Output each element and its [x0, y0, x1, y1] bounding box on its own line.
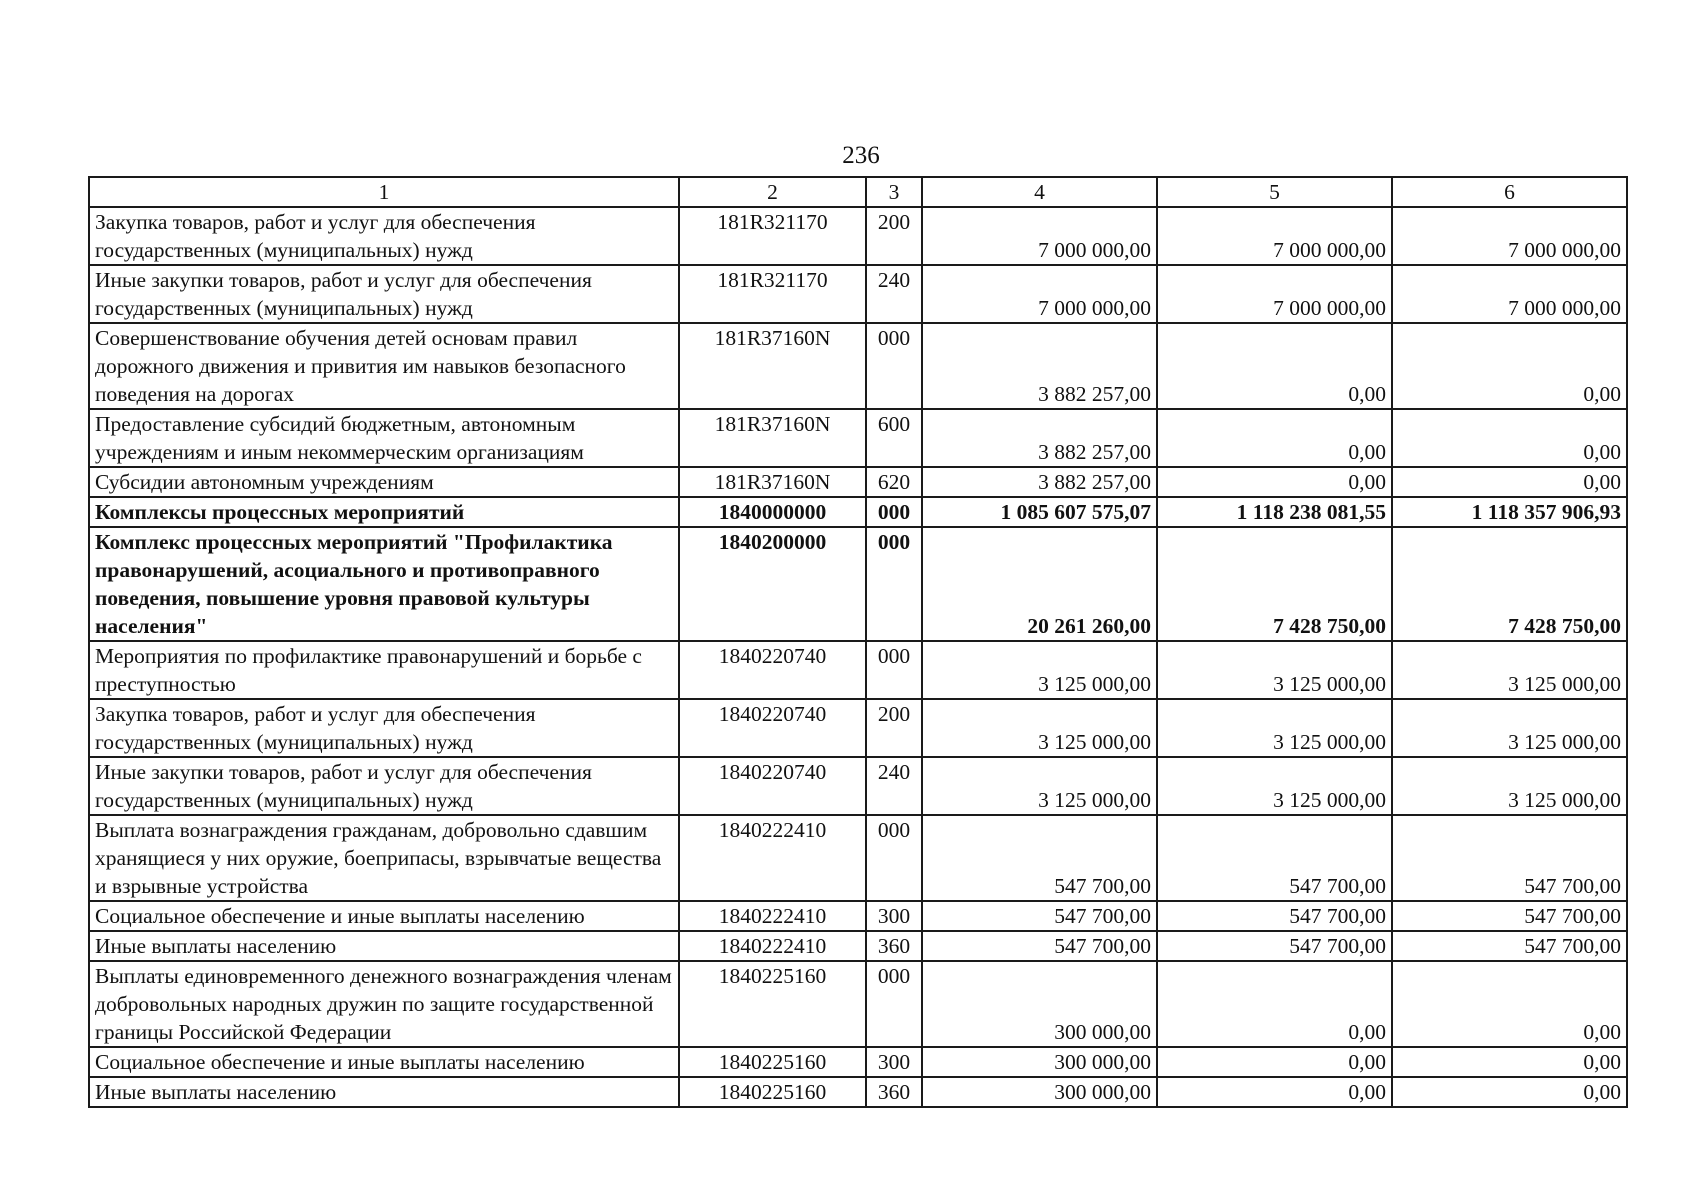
row-target-code: 1840225160: [679, 1047, 866, 1077]
row-amount-col4: 547 700,00: [922, 931, 1157, 961]
row-amount-col4: 300 000,00: [922, 1077, 1157, 1107]
row-expense-type: 200: [866, 699, 922, 757]
row-amount-col4: 3 882 257,00: [922, 323, 1157, 409]
column-number: 3: [866, 177, 922, 207]
row-name: Иные закупки товаров, работ и услуг для обеспечения государственных (муниципальных) нужд: [89, 265, 679, 323]
row-expense-type: 620: [866, 467, 922, 497]
table-row: [89, 641, 1627, 699]
row-amount-col4: 547 700,00: [922, 901, 1157, 931]
table-row: [89, 757, 1627, 815]
row-target-code: 1840220740: [679, 757, 866, 815]
row-target-code: 1840220740: [679, 641, 866, 699]
row-expense-type: 360: [866, 931, 922, 961]
row-target-code: 181R37160N: [679, 467, 866, 497]
row-target-code: 181R37160N: [679, 409, 866, 467]
table-row: [89, 699, 1627, 757]
table-row: [89, 1047, 1627, 1077]
table-row: [89, 323, 1627, 409]
row-name: Иные выплаты населению: [89, 931, 679, 961]
row-target-code: 1840225160: [679, 961, 866, 1047]
row-amount-col5: 3 125 000,00: [1157, 757, 1392, 815]
row-amount-col4: 20 261 260,00: [922, 527, 1157, 641]
row-expense-type: 000: [866, 497, 922, 527]
row-target-code: 1840222410: [679, 901, 866, 931]
row-amount-col6: 3 125 000,00: [1392, 757, 1627, 815]
row-expense-type: 000: [866, 323, 922, 409]
row-amount-col5: 547 700,00: [1157, 901, 1392, 931]
row-amount-col4: 300 000,00: [922, 1047, 1157, 1077]
row-amount-col4: 1 085 607 575,07: [922, 497, 1157, 527]
row-amount-col5: 547 700,00: [1157, 815, 1392, 901]
row-amount-col5: 0,00: [1157, 409, 1392, 467]
row-expense-type: 000: [866, 641, 922, 699]
row-amount-col5: 3 125 000,00: [1157, 641, 1392, 699]
row-amount-col4: 300 000,00: [922, 961, 1157, 1047]
row-amount-col5: 0,00: [1157, 467, 1392, 497]
row-amount-col4: 3 882 257,00: [922, 409, 1157, 467]
table-row: [89, 497, 1627, 527]
row-name: Социальное обеспечение и иные выплаты населению: [89, 1047, 679, 1077]
page-number: 236: [842, 142, 880, 169]
budget-table: [88, 176, 1628, 1108]
row-amount-col6: 0,00: [1392, 1077, 1627, 1107]
row-amount-col6: 0,00: [1392, 1047, 1627, 1077]
row-name: Субсидии автономным учреждениям: [89, 467, 679, 497]
row-expense-type: 300: [866, 1047, 922, 1077]
row-amount-col5: 0,00: [1157, 961, 1392, 1047]
table-row: [89, 901, 1627, 931]
table-row: [89, 207, 1627, 265]
row-target-code: 1840222410: [679, 815, 866, 901]
table-row: [89, 409, 1627, 467]
row-target-code: 1840220740: [679, 699, 866, 757]
row-amount-col6: 547 700,00: [1392, 901, 1627, 931]
row-amount-col5: 3 125 000,00: [1157, 699, 1392, 757]
row-amount-col5: 7 000 000,00: [1157, 207, 1392, 265]
row-target-code: 1840225160: [679, 1077, 866, 1107]
row-name: Закупка товаров, работ и услуг для обеспечения государственных (муниципальных) нужд: [89, 699, 679, 757]
row-amount-col6: 1 118 357 906,93: [1392, 497, 1627, 527]
table-row: [89, 961, 1627, 1047]
row-amount-col4: 3 125 000,00: [922, 757, 1157, 815]
row-amount-col6: 3 125 000,00: [1392, 641, 1627, 699]
row-name: Комплексы процессных мероприятий: [89, 497, 679, 527]
row-expense-type: 000: [866, 527, 922, 641]
row-amount-col5: 7 428 750,00: [1157, 527, 1392, 641]
row-amount-col6: 7 000 000,00: [1392, 207, 1627, 265]
table-row: [89, 1077, 1627, 1107]
row-expense-type: 240: [866, 757, 922, 815]
row-target-code: 181R37160N: [679, 323, 866, 409]
row-amount-col6: 0,00: [1392, 961, 1627, 1047]
row-amount-col4: 3 125 000,00: [922, 641, 1157, 699]
row-name: Предоставление субсидий бюджетным, автономным учреждениям и иным некоммерческим организациям: [89, 409, 679, 467]
row-amount-col5: 7 000 000,00: [1157, 265, 1392, 323]
row-amount-col6: 0,00: [1392, 467, 1627, 497]
row-amount-col6: 3 125 000,00: [1392, 699, 1627, 757]
row-target-code: 1840222410: [679, 931, 866, 961]
row-amount-col6: 7 000 000,00: [1392, 265, 1627, 323]
row-expense-type: 600: [866, 409, 922, 467]
column-number: 6: [1392, 177, 1627, 207]
row-amount-col6: 547 700,00: [1392, 931, 1627, 961]
row-expense-type: 360: [866, 1077, 922, 1107]
row-name: Выплата вознаграждения гражданам, добровольно сдавшим хранящиеся у них оружие, боеприпасы, взрывчатые вещества и взрывные устройства: [89, 815, 679, 901]
row-name: Закупка товаров, работ и услуг для обеспечения государственных (муниципальных) нужд: [89, 207, 679, 265]
row-amount-col4: 7 000 000,00: [922, 207, 1157, 265]
row-amount-col4: 7 000 000,00: [922, 265, 1157, 323]
row-expense-type: 240: [866, 265, 922, 323]
row-name: Иные выплаты населению: [89, 1077, 679, 1107]
row-name: Мероприятия по профилактике правонарушений и борьбе с преступностью: [89, 641, 679, 699]
column-number: 5: [1157, 177, 1392, 207]
row-amount-col5: 547 700,00: [1157, 931, 1392, 961]
row-amount-col5: 0,00: [1157, 1077, 1392, 1107]
row-expense-type: 000: [866, 815, 922, 901]
row-amount-col6: 547 700,00: [1392, 815, 1627, 901]
row-name: Совершенствование обучения детей основам правил дорожного движения и привития им навыков безопасного поведения на дорогах: [89, 323, 679, 409]
row-name: Социальное обеспечение и иные выплаты населению: [89, 901, 679, 931]
row-name: Иные закупки товаров, работ и услуг для обеспечения государственных (муниципальных) нужд: [89, 757, 679, 815]
column-number: 1: [89, 177, 679, 207]
row-amount-col6: 0,00: [1392, 323, 1627, 409]
table-row: [89, 931, 1627, 961]
table-row: [89, 265, 1627, 323]
row-target-code: 1840000000: [679, 497, 866, 527]
row-amount-col5: 0,00: [1157, 1047, 1392, 1077]
budget-table-body: [89, 177, 1627, 1107]
row-amount-col5: 0,00: [1157, 323, 1392, 409]
column-number: 4: [922, 177, 1157, 207]
row-expense-type: 000: [866, 961, 922, 1047]
row-amount-col6: 0,00: [1392, 409, 1627, 467]
row-amount-col4: 3 125 000,00: [922, 699, 1157, 757]
row-target-code: 181R321170: [679, 265, 866, 323]
row-expense-type: 300: [866, 901, 922, 931]
row-amount-col4: 547 700,00: [922, 815, 1157, 901]
table-row: [89, 815, 1627, 901]
row-target-code: 181R321170: [679, 207, 866, 265]
table-row: [89, 467, 1627, 497]
column-number: 2: [679, 177, 866, 207]
row-amount-col5: 1 118 238 081,55: [1157, 497, 1392, 527]
table-row: [89, 527, 1627, 641]
column-number-row: [89, 177, 1627, 207]
row-amount-col4: 3 882 257,00: [922, 467, 1157, 497]
row-expense-type: 200: [866, 207, 922, 265]
row-target-code: 1840200000: [679, 527, 866, 641]
row-amount-col6: 7 428 750,00: [1392, 527, 1627, 641]
row-name: Выплаты единовременного денежного вознаграждения членам добровольных народных дружин по защите государственной границы Российской Федерации: [89, 961, 679, 1047]
row-name: Комплекс процессных мероприятий "Профилактика правонарушений, асоциального и противоправного поведения, повышение уровня правовой культуры населения": [89, 527, 679, 641]
